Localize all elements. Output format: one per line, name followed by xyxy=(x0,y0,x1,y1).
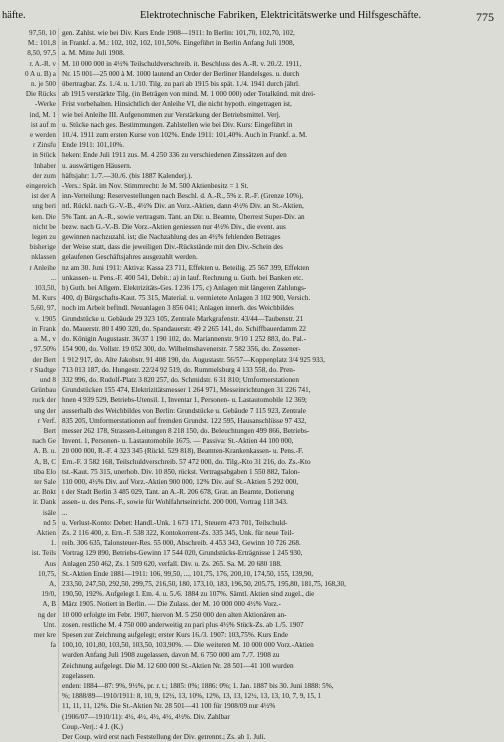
text-line: zugelassen. xyxy=(62,671,95,680)
text-line: 400, d) Bürgschafts-Kaut. 75 315, Material. u. vermietete Anlagen 3 102 900, Versich. xyxy=(62,294,311,303)
left-column-line: Aktien xyxy=(36,528,56,537)
left-column-line: A, B, C xyxy=(34,457,56,466)
left-column-line: Bert xyxy=(43,426,56,435)
text-line: a. M. Mitte Juli 1908. xyxy=(62,49,125,58)
text-line: unkassen- u. Pens.-F. 400 541, Debit.: a) in lauf. Rechnung u. Guth. bei Banken etc. xyxy=(62,273,304,282)
left-column-line: ... xyxy=(50,273,56,282)
left-column-line: v. 1905 xyxy=(34,314,56,323)
left-column-line: r. A.-R. v xyxy=(29,59,56,68)
text-line: Frist vorbehalten. Hinsichtlich der Anleihe VI, die nicht hypoth. eingetragen ist, xyxy=(62,100,292,109)
left-column-line: nklassen xyxy=(31,253,56,262)
left-column-line: nach Ge xyxy=(32,437,56,446)
text-line: Vortrag 129 890, Betriebs-Gewinn 17 544 020, Grundstücks-Erträgnisse 1 245 930, xyxy=(62,549,303,558)
left-column-line: mer kre xyxy=(33,630,56,639)
left-column-line: e werden xyxy=(29,131,56,140)
text-line: 100,10, 101,80, 103,50, 103,50, 103,90%. — Die weiteren M. 10 000 000 Vorz.-Aktien xyxy=(62,641,314,650)
text-line: Grundstücken 155 474, Elektrizitätsmesser 1 264 971, Messeinrichtungen 31 226 741, xyxy=(62,386,311,395)
left-column-line: ist auf m xyxy=(30,120,56,129)
left-column-line: der zum xyxy=(32,171,56,180)
left-column-line: in Stück xyxy=(32,151,56,160)
left-column-line: r Stadtge xyxy=(30,365,56,374)
text-line: in Frankf. a. M.: 102, 102, 102, 101,50%. Eingeführt in Berlin Anfang Juli 1908, xyxy=(62,39,295,48)
text-line: Spesen zur Zeichnung aufgelegt; erster Kurs 16./3. 1907: 103,75%. Kurs Ende xyxy=(62,630,288,639)
text-line: 332 996, do. Rudolf-Platz 3 820 257, do. Schmidstr. 6 31 810; Umformerstationen xyxy=(62,375,299,384)
page-number: 775 xyxy=(476,10,494,24)
text-line: 110 000, 4½% Div. auf Vorz.-Aktien 900 000, 12% Div. auf St.-Aktien 5 292 000, xyxy=(62,477,299,486)
left-column-line: der Bert xyxy=(32,355,56,364)
text-line: hnen 4 939 529, Betriebs-Utensil. 1, Inventar 1, Personen- u. Lastautomobile 12 369; xyxy=(62,396,307,405)
left-column-line: ind, M. 1 xyxy=(29,110,56,119)
left-column-line: a. M., v xyxy=(33,335,56,344)
text-line: häftsjahr: 1./7.—30./6. (bis 1887 Kalenderj.). xyxy=(62,171,193,180)
text-line: messer 262 178, Strassen-Leitungen 8 218 150, do. Beleuchtungen 499 866, Betriebs- xyxy=(62,426,310,435)
left-column-line: 5,60, 97, xyxy=(30,304,56,313)
text-line: Der Coup. wird erst nach Feststellung der Div. getrennt.; Zs. ab 1. Juli. xyxy=(62,733,266,742)
text-line: assen- u. des Pens.-F., sowie für Wohlfahrtseinricht. 200 000, Vortrag 118 343. xyxy=(62,498,288,507)
left-column-line: Aus xyxy=(44,559,56,568)
left-column-line: ar. Bnkt xyxy=(33,488,56,497)
left-column-line: A, xyxy=(49,579,56,588)
left-column-line: ir. Dank xyxy=(32,498,56,507)
text-line: 154 900, do. Vollstr. 19 052 300, do. Wilhelmshavenerstr. 7 582 356, do. Zossener- xyxy=(62,345,301,354)
text-line: März 1905. Notiert in Berlin. — Die Zulass. der M. 10 000 000 4½% Vorz.- xyxy=(62,600,281,609)
text-line: 5% Tant. an A.-R., sowie vertragsm. Tant. an Dir. u. Beamte, Überrest Super-Div. an xyxy=(62,212,305,221)
text-line: tst.-Kaut. 75 315, unerhob. Div. 10 850, rückst. Vertragsabgaben 1 550 882, Talon- xyxy=(62,467,300,476)
text-line: ab 1915 verstärkte Tilg. (in Beträgen von mind. M. 1 000 000) oder Totalkünd. mit drei- xyxy=(62,90,316,99)
text-line: b) Guth. bei Allgem. Elektrizitäts-Ges. I 236 175, c) Anlagen mit längeren Zahlungs- xyxy=(62,284,307,293)
page-header xyxy=(0,10,504,26)
left-column-line: ung der xyxy=(34,406,56,415)
left-column-line: ist der A xyxy=(31,192,56,201)
text-line: noch im Arbeit befindl. Neuanlagen 3 856 041; Anlagen innerh. des Weichbildes xyxy=(62,304,294,313)
left-column-line: ist. Teils xyxy=(31,549,56,558)
text-line: Coup.-Verj.: 4 J. (K.) xyxy=(62,722,123,731)
left-column-line: r Anleihe xyxy=(29,263,56,272)
text-line: 835 205, Umformerstationen auf fremden Grundst. 122 595, Hausanschlüsse 97 432, xyxy=(62,416,307,425)
running-title: Elektrotechnische Fabriken, Elektricitätswerke und Hilfsgeschäfte. xyxy=(140,10,422,21)
left-column-line: nicht be xyxy=(33,222,56,231)
left-column-line: ken. Die xyxy=(31,212,56,221)
text-line: u. Verlust-Konto: Debet: Handl.-Unk. 1 673 171, Steuern 473 701, Teilschuld- xyxy=(62,518,288,527)
left-column-line: A. B. u. xyxy=(33,447,56,456)
text-line: 190,50, 192%. Aufgelegt I. Em. 4. u. 5./6. 1884 zu 107%. Sämtl. Aktien sind zugel., die xyxy=(62,590,315,599)
left-column-line: bisherige xyxy=(29,243,56,252)
text-line: wurden Anfang Juli 1908 zugelassen, davon M. 6 750 000 am 7./7. 1908 zu xyxy=(62,651,280,660)
text-line: Ern.-F. 3 582 168, Teilschuldverschreib. 57 472 000, do. Tilg.-Kto 31 216, do. Zs.-Kto xyxy=(62,457,311,466)
text-line: ntl. Rückl. nach G.-V.-B., 4½% Div. an Vorz.-Aktien, dann 4½% Div. an St.-Aktien, xyxy=(62,202,304,211)
left-column-line: 19/0, xyxy=(41,590,56,599)
text-line: t der Stadt Berlin 3 485 029, Tant. an A.-R. 206 678, Grat. an Beamte, Dotierung xyxy=(62,488,295,497)
text-line: gelaufenen Geschäftsjahres ausgezahlt werden. xyxy=(62,253,198,262)
left-column-line: Inhaber xyxy=(34,161,56,170)
left-column-line: eingereich xyxy=(26,182,56,191)
left-column-line: 97,50, 10 xyxy=(29,29,56,37)
text-line: Ende 1911: 101,10%. xyxy=(62,141,125,150)
text-line: -Vers.: Spät. im Nov. Stimmrecht: Je M. 500 Aktienbesitz = 1 St. xyxy=(62,182,249,191)
text-line: Invent. 1, Personen- u. Lastautomobile 1675. — Passiva: St.-Aktien 44 100 000, xyxy=(62,437,294,446)
text-line: (1906/07—1910/11): 4½, 4½, 4½, 4½, 4½%. Div. Zahlbar xyxy=(62,712,230,721)
text-line: 11, 11, 11, 12%. Die St.-Aktien Nr. 28 501—41 100 für 1908/09 nur 4½% xyxy=(62,702,276,711)
text-line: Anlagen 250 462, Zs. 1 509 620, verfall. Div. u. Zs. 265. Sa. M. 20 680 188. xyxy=(62,559,282,568)
text-line: reib. 306 635, Talonsteuer-Res. 55 000, Abschreib. 4 453 343, Gewinn 10 726 268. xyxy=(62,539,301,548)
left-column-line: 8,50, 97,5 xyxy=(27,49,56,58)
text-line: 1 912 917, do. Alte Jakobstr. 91 408 190, do. Augustastr. 56/57—Koppenplatz 3/4 925 933, xyxy=(62,355,325,364)
left-column-line: in Frank xyxy=(31,324,56,333)
left-column-line: A, B xyxy=(42,600,56,609)
text-line: Grundstücke u. Gebäude 29 323 105, Zentrale Markgrafenstr. 43/44—Taubenstr. 21 xyxy=(62,314,304,323)
text-line: M. 10 000 000 in 4½% Teilschuldverschreib. it. Beschluss des A.-R. v. 20./2. 1911, xyxy=(62,59,302,68)
left-column-line: nd 5 xyxy=(43,518,56,527)
left-column-line: r Verf. xyxy=(37,416,56,425)
text-line: heken: Ende Juli 1911 zus. M. 4 250 336 zu verschiedenen Zinssätzen auf den xyxy=(62,151,287,160)
text-line: 20 000 000, R.-F. 4 323 345 (Rückl. 529 818), Beamten-Krankenkassen- u. Pens.-F. xyxy=(62,447,304,456)
left-column-line: isäle xyxy=(42,508,56,517)
text-line: 713 013 187, do. Hungestr. 22/24 92 519, do. Rummelsburg 4 133 558, do. Pren- xyxy=(62,365,296,374)
text-line: ... xyxy=(62,508,68,517)
text-line: nz am 30. Juni 1911: Aktiva: Kassa 23 711, Effekten u. Beteilig. 25 567 399, Effekten xyxy=(62,263,310,272)
text-line: do. Königin Augustastr. 36/37 1 190 102, do. Mariannenstr. 9/10 1 252 883, do. Pal.- xyxy=(62,335,306,344)
left-column-line: n. je 500 xyxy=(31,80,56,89)
text-line: u. Stücke nach ges. Bestimmungen. Zahlstellen wie bei Div. Kurs: Eingeführt in xyxy=(62,120,293,129)
text-line: Zs. 2 116 400, z. Ern.-F. 538 322, Kontokorrent-Zs. 335 345, Unk. für neue Teil- xyxy=(62,528,294,537)
left-column-line: 1. xyxy=(50,539,56,548)
text-line: übertragbar. Zs. 1./4. u. 1./10. Tilg. zu pari ab 1915 bis spät. 1./4. 1941 durch jährl. xyxy=(62,80,300,89)
left-column-line: -Werke xyxy=(35,100,56,109)
text-line: inn-Verteilung: Reservestellungen nach Beschl. d. A.-R., 5% z. R.-F. (Grenze 10%), xyxy=(62,192,304,201)
left-column-line: und 8 xyxy=(39,375,56,384)
text-line: %; 1888/89—1910/1911: 8, 10, 9, 12½, 13, 10%, 12%, 13, 13, 12½, 13, 13, 10, 7, 9, 15, 1 xyxy=(62,692,322,701)
left-column-line: r Zinsfu xyxy=(33,141,56,150)
left-column-line: Grünbau xyxy=(30,386,56,395)
text-line: Nr. 15 001—25 000 à M. 1000 lautend an Order der Berliner Handelsges. u. durch xyxy=(62,69,300,78)
text-line: gewinnen nachzuzahl. ist; die Nachzahlung des an 4½% fehlenden Betrages xyxy=(62,233,281,242)
text-line: St.-Aktien Ende 1881—1911: 106, 99,50, ..., 101,75, 176, 200,10, 174,50, 155, 139,90, xyxy=(62,569,314,578)
main-text-column xyxy=(62,28,498,742)
left-column-line: 10,75, xyxy=(38,569,56,578)
text-line: der Weise statt, dass die jeweiligen Div.-Rückstände mit den Div.-Schein des xyxy=(62,243,283,252)
left-column-line: ruck der xyxy=(32,396,56,405)
text-line: 10 000 erfolgte im Febr. 1907, hiervon M. 5 250 000 den alten Aktionären an- xyxy=(62,610,287,619)
text-line: 10./4. 1911 zum ersten Kurse von 102%. Ende 1911: 101,40%. Auch in Frankf. a. M. xyxy=(62,131,308,140)
left-column-line: tiba Elo xyxy=(33,467,56,476)
left-column-line: Unt. xyxy=(43,620,56,629)
text-line: Zeichnung aufgelegt. Die M. 12 600 000 St.-Aktien Nr. 28 501—41 100 wurden xyxy=(62,661,294,670)
text-line: u. auswärtigen Häusern. xyxy=(62,161,132,170)
left-column-line: M.: 101,8 xyxy=(27,39,56,48)
left-column-line: M. Kurs xyxy=(32,294,56,303)
text-line: do. Mauerstr. 80 I 490 320, do. Spandauerstr. 49 2 265 141, do. Schiffbauerdamm 22 xyxy=(62,324,307,333)
left-column-line: ng der xyxy=(37,610,56,619)
left-column-line: legen zu xyxy=(31,233,56,242)
text-line: ausserhalb des Weichbildes von Berlin: Grundstücke u. Gebäude 7 115 923, Zentrale xyxy=(62,406,306,415)
left-column-line: ter Sale xyxy=(34,477,56,486)
left-column-line: 0 A u. B) a xyxy=(25,69,56,78)
left-column-line: , 97.50% xyxy=(30,345,56,354)
left-column-line: fa xyxy=(50,641,56,650)
header-left-fragment: häfte. xyxy=(2,10,26,21)
left-column-line: Die Rücks xyxy=(25,90,56,99)
left-column-line: ung beri xyxy=(32,202,56,211)
text-line: bezw. nach G.-V.-B. Die Vorz.-Aktien geniessen nur 4½% Div., die event. aus xyxy=(62,222,286,231)
text-line: gen. Zahlst. wie bei Div. Kurs Ende 1908—1911: In Berlin: 101,70, 102,70, 102, xyxy=(62,29,295,37)
text-line: zosen. restliche M. 4 750 000 anderweitig zu pari plus 4½% Stück-Zs. ab 1./5. 1907 xyxy=(62,620,304,629)
text-line: wie bei Anleihe III. Aufgenommen zur Verstärkung der Betriebsmittel. Verj. xyxy=(62,110,281,119)
text-line: 233,50, 247,50, 292,50, 299,75, 216,50, 180, 173,10, 183, 196,50, 205,75, 195,80, 181,75, 168,30, xyxy=(62,579,346,588)
left-column-fragments xyxy=(0,28,59,712)
text-line: enden: 1884—87: 9%, 9½%, pr. r. t.; 1885: 0%; 1886: 0%; 1. Jan. 1887 bis 30. Juni 1888: 5%, xyxy=(62,682,334,690)
left-column-line: 103,50, xyxy=(34,284,56,293)
